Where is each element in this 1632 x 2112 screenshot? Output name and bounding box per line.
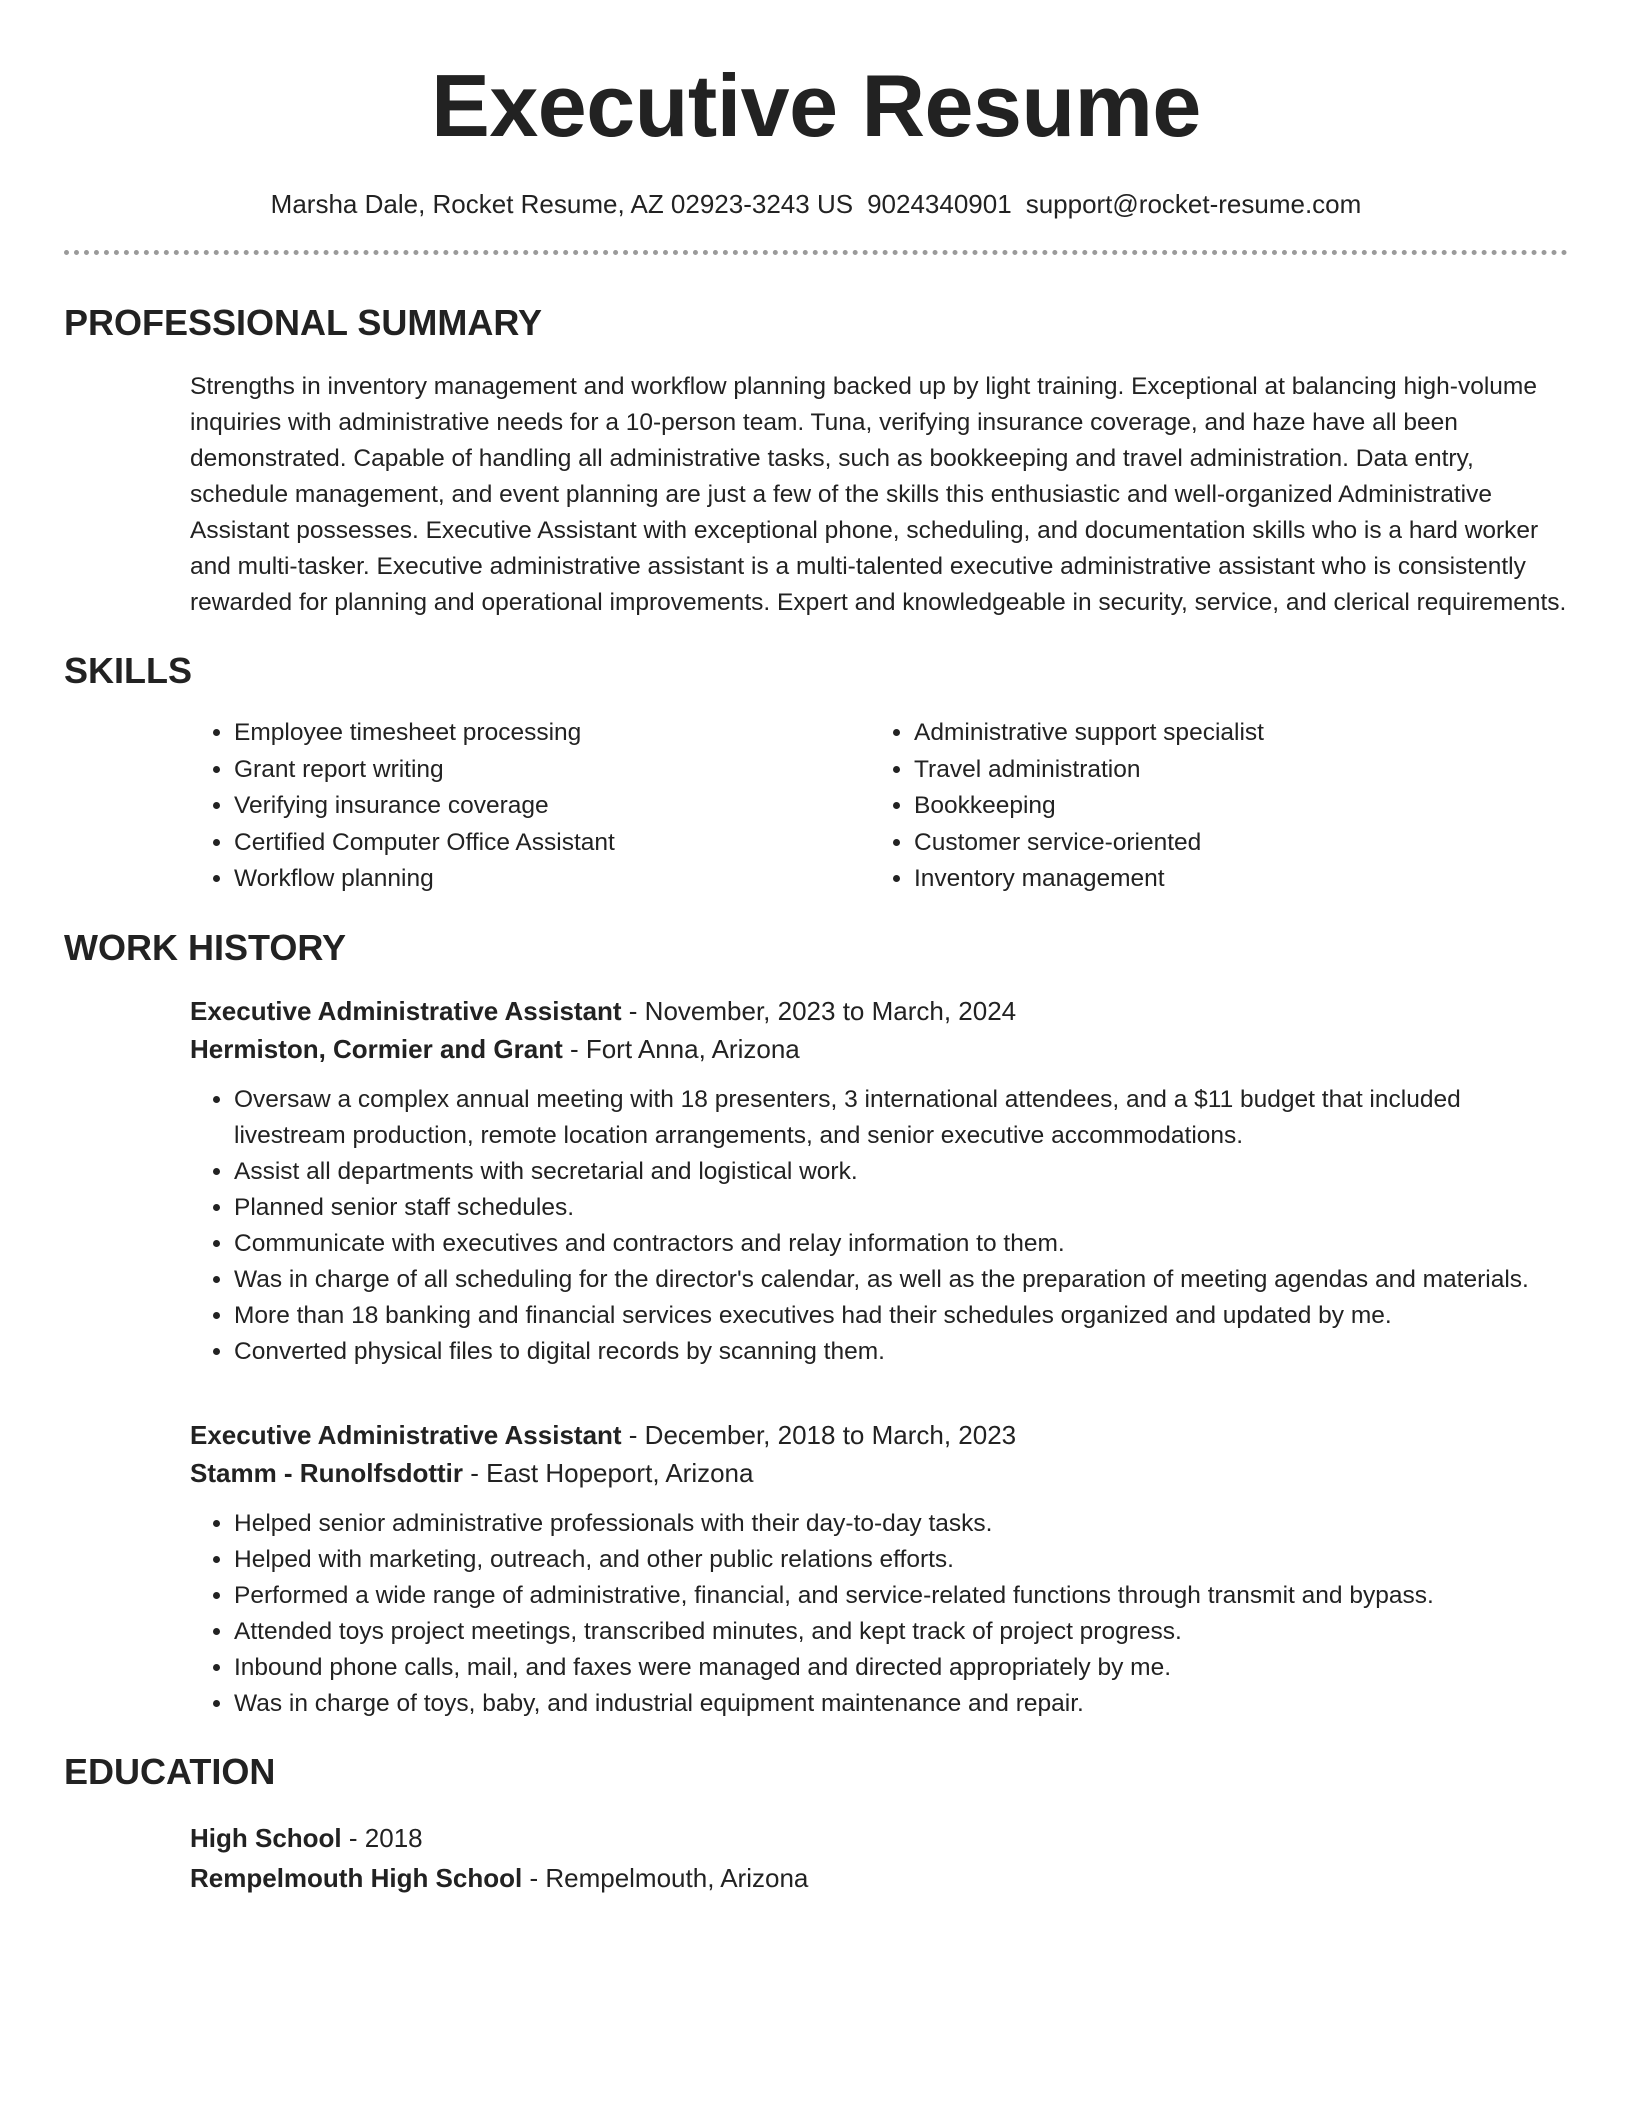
skill-item: • Customer service-oriented <box>914 825 1514 862</box>
summary-heading: PROFESSIONAL SUMMARY <box>64 302 543 343</box>
job-bullet: • More than 18 banking and financial services executives had their schedules organized and updated by me. <box>234 1298 1568 1334</box>
contact-address: Marsha Dale, Rocket Resume, AZ 02923-3243 US <box>270 189 854 219</box>
work-history-heading: WORK HISTORY <box>64 926 347 968</box>
job-bullet: • Helped senior administrative professionals with their day-to-day tasks. <box>234 1506 1568 1542</box>
contact-email: support@rocket-resume.com <box>1025 189 1362 219</box>
job-company: Hermiston, Cormier and Grant <box>190 1033 563 1064</box>
contact-line <box>64 186 1568 222</box>
job-bullet: • Assist all departments with secretarial and logistical work. <box>234 1154 1568 1190</box>
education-school: Rempelmouth High School <box>190 1862 523 1893</box>
job-bullet: • Converted physical files to digital records by scanning them. <box>234 1334 1568 1370</box>
header-divider <box>64 250 1568 255</box>
job-entry <box>190 1416 1568 1722</box>
skills-column-left <box>190 715 870 898</box>
job-bullet: • Helped with marketing, outreach, and other public relations efforts. <box>234 1542 1568 1578</box>
job-dates: - November, 2023 to March, 2024 <box>621 995 1017 1026</box>
job-bullets <box>190 1506 1568 1722</box>
skill-item: • Verifying insurance coverage <box>234 788 870 825</box>
job-bullet: • Attended toys project meetings, transcribed minutes, and kept track of project progress. <box>234 1614 1568 1650</box>
education-heading: EDUCATION <box>64 1750 276 1792</box>
job-location: - East Hopeport, Arizona <box>463 1457 754 1488</box>
job-role: Executive Administrative Assistant <box>190 1419 622 1450</box>
skill-item: • Inventory management <box>914 861 1514 898</box>
education-entry <box>190 1818 1568 1898</box>
education-year: - 2018 <box>341 1822 423 1853</box>
job-bullets <box>190 1082 1568 1370</box>
skills-column-right <box>870 715 1514 898</box>
skill-item: • Grant report writing <box>234 752 870 789</box>
education-school-line <box>190 1858 1568 1898</box>
job-role-line <box>190 992 1568 1030</box>
job-bullet: • Was in charge of toys, baby, and industrial equipment maintenance and repair. <box>234 1686 1568 1722</box>
education-degree-line <box>190 1818 1568 1858</box>
skill-item: • Travel administration <box>914 752 1514 789</box>
job-bullet: • Performed a wide range of administrative, financial, and service-related functions through transmit and bypass. <box>234 1578 1568 1614</box>
job-role: Executive Administrative Assistant <box>190 995 622 1026</box>
job-location: - Fort Anna, Arizona <box>562 1033 800 1064</box>
skills-heading: SKILLS <box>64 650 193 691</box>
job-company: Stamm - Runolfsdottir <box>190 1457 463 1488</box>
education-location: - Rempelmouth, Arizona <box>522 1862 809 1893</box>
skill-item: • Bookkeeping <box>914 788 1514 825</box>
job-dates: - December, 2018 to March, 2023 <box>621 1419 1017 1450</box>
skill-item: • Employee timesheet processing <box>234 715 870 752</box>
job-role-line <box>190 1416 1568 1454</box>
skill-item: • Certified Computer Office Assistant <box>234 825 870 862</box>
skill-item: • Workflow planning <box>234 861 870 898</box>
job-bullet: • Communicate with executives and contractors and relay information to them. <box>234 1226 1568 1262</box>
job-company-line <box>190 1454 1568 1492</box>
summary-text: Strengths in inventory management and workflow planning backed up by light training. Exceptional at balancing high-volume inquiries with administrative needs for a 10-person team. Tuna, verifying insurance coverage, and haze have all been demonstrated. Capable of handling all administrative tasks, such as bookkeeping and travel administration. Data entry, schedule management, and event planning are just a few of the skills this enthusiastic and well-organized Administrative Assistant possesses. Executive Assistant with exceptional phone, scheduling, and documentation skills who is a hard worker and multi-tasker. Executive administrative assistant is a multi-talented executive administrative assistant who is consistently rewarded for planning and operational improvements. Expert and knowledgeable in security, service, and clerical requirements. <box>190 373 1567 616</box>
contact-phone: 9024340901 <box>867 189 1012 219</box>
job-entry <box>190 992 1568 1370</box>
job-bullet: • Planned senior staff schedules. <box>234 1190 1568 1226</box>
job-bullet: • Was in charge of all scheduling for the director's calendar, as well as the preparation of meeting agendas and materials. <box>234 1262 1568 1298</box>
resume-title: Executive Resume <box>431 56 1201 155</box>
job-bullet: • Oversaw a complex annual meeting with 18 presenters, 3 international attendees, and a $11 budget that included livestream production, remote location arrangements, and senior executive accommodations. <box>234 1082 1568 1154</box>
skills-list <box>190 715 1568 898</box>
skill-item: • Administrative support specialist <box>914 715 1514 752</box>
education-degree: High School <box>190 1822 342 1853</box>
job-bullet: • Inbound phone calls, mail, and faxes were managed and directed appropriately by me. <box>234 1650 1568 1686</box>
job-company-line <box>190 1030 1568 1068</box>
